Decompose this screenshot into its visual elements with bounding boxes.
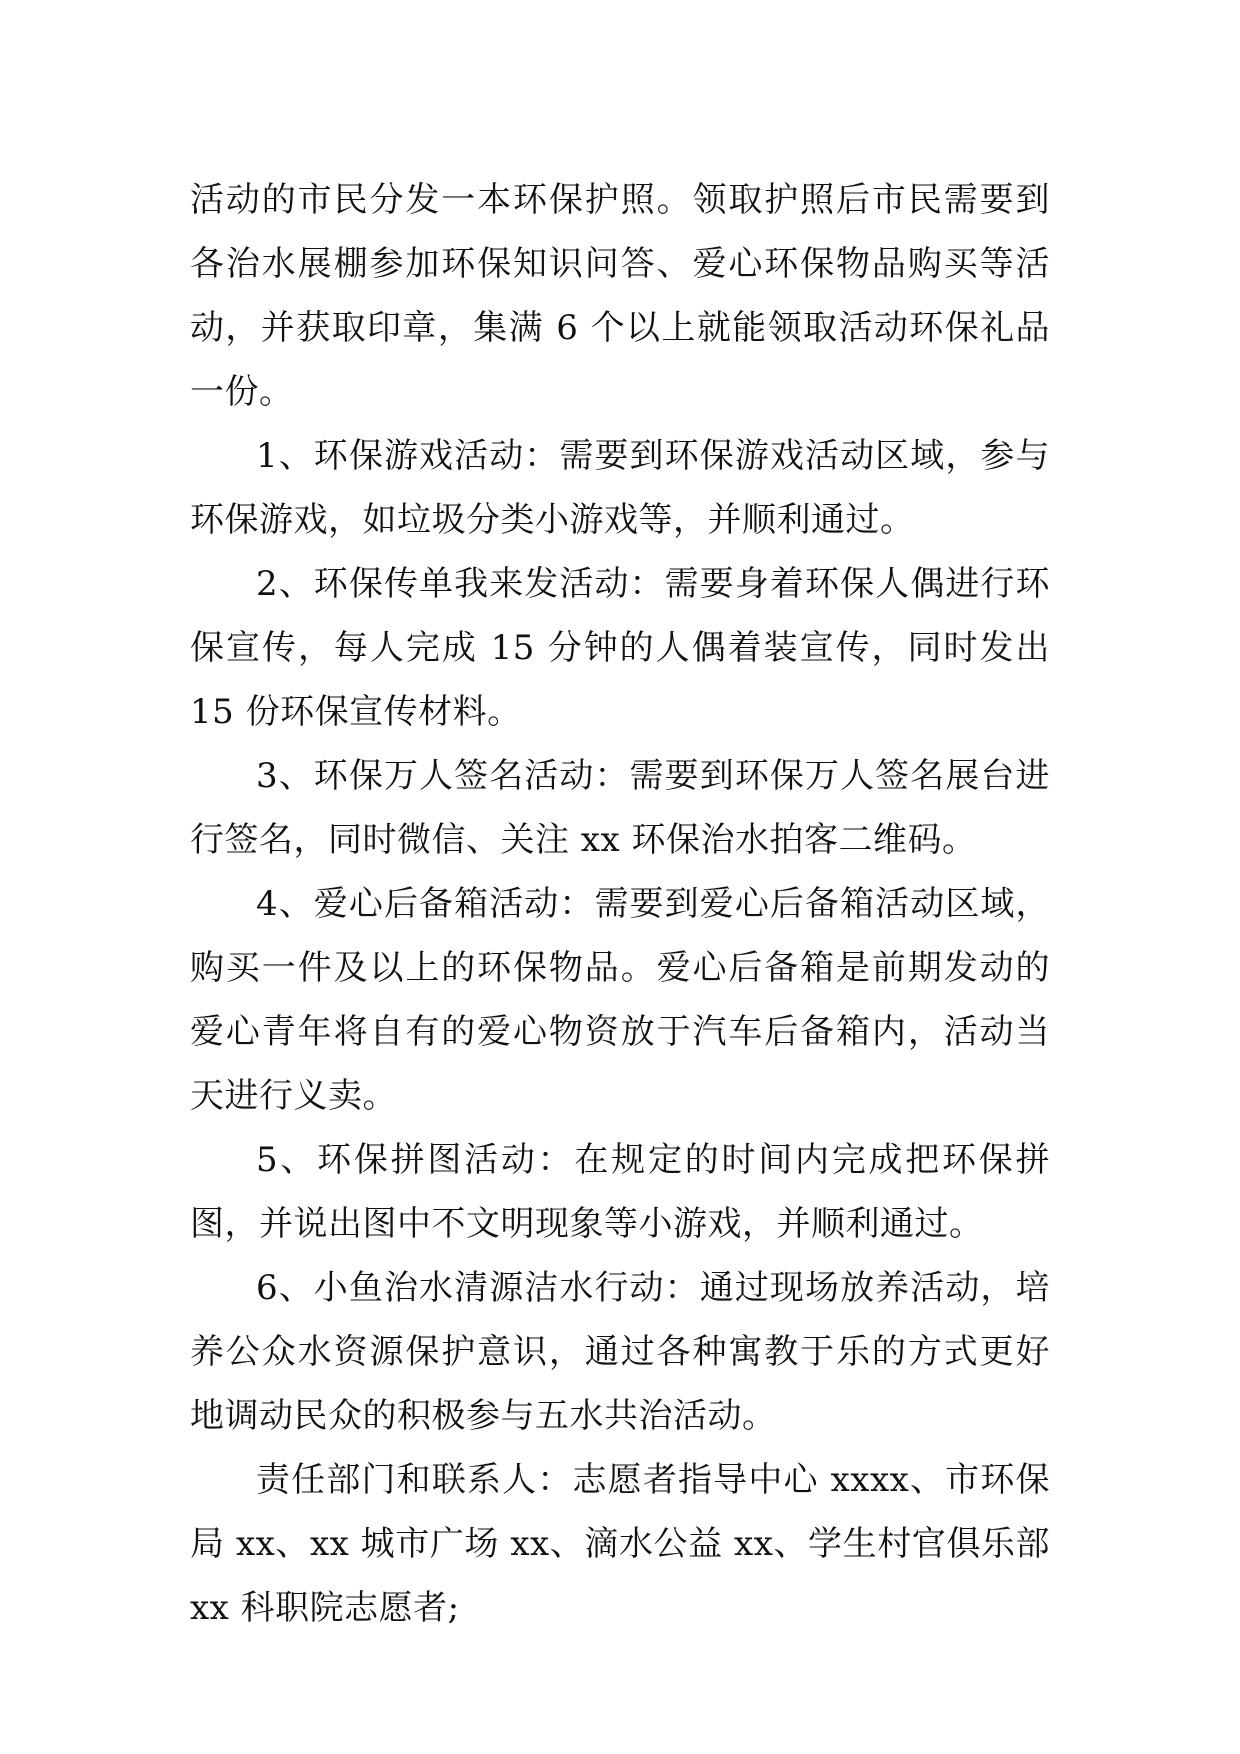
paragraph-item-2: 2、环保传单我来发活动：需要身着环保人偶进行环保宣传，每人完成 15 分钟的人偶着装宣传，同时发出 15 份环保宣传材料。: [190, 564, 1050, 732]
document-body: [190, 168, 1050, 1640]
paragraph-item-6: 6、小鱼治水清源洁水行动：通过现场放养活动，培养公众水资源保护意识，通过各种寓教于乐的方式更好地调动民众的积极参与五水共治活动。: [190, 1268, 1050, 1436]
paragraph-item-4: 4、爱心后备箱活动：需要到爱心后备箱活动区域，购买一件及以上的环保物品。爱心后备箱是前期发动的爱心青年将自有的爱心物资放于汽车后备箱内，活动当天进行义卖。: [190, 884, 1050, 1116]
paragraph-item-1: 1、环保游戏活动：需要到环保游戏活动区域，参与环保游戏，如垃圾分类小游戏等，并顺利通过。: [190, 436, 1050, 540]
paragraph-continuation: 活动的市民分发一本环保护照。领取护照后市民需要到各治水展棚参加环保知识问答、爱心环保物品购买等活动，并获取印章，集满 6 个以上就能领取活动环保礼品一份。: [190, 180, 1050, 412]
paragraph-responsible-departments: 责任部门和联系人：志愿者指导中心 xxxx、市环保局 xx、xx 城市广场 xx、滴水公益 xx、学生村官俱乐部 xx 科职院志愿者;: [190, 1460, 1050, 1628]
paragraph-item-3: 3、环保万人签名活动：需要到环保万人签名展台进行签名，同时微信、关注 xx 环保治水拍客二维码。: [190, 756, 1050, 860]
paragraph-item-5: 5、环保拼图活动：在规定的时间内完成把环保拼图，并说出图中不文明现象等小游戏，并顺利通过。: [190, 1140, 1050, 1244]
